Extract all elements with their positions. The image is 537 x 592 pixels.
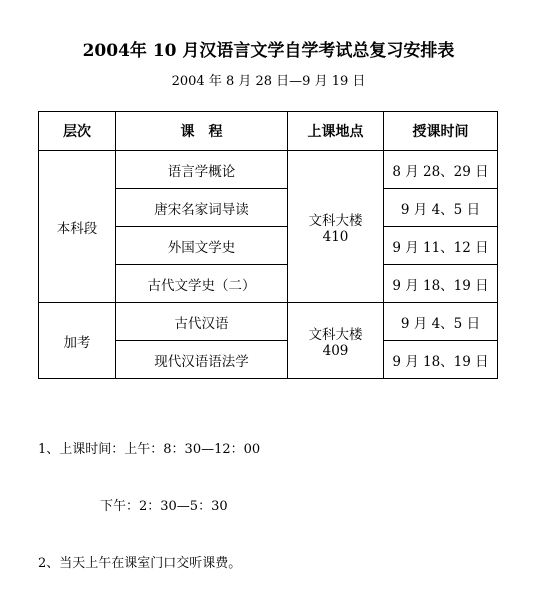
time-cell: 8 月 28、29 日 <box>384 151 498 189</box>
note-fee: 2、当天上午在课室门口交听课费。 <box>38 556 242 571</box>
header-level: 层次 <box>39 112 116 151</box>
note-class-time-afternoon: 下午：2：30—5：30 <box>38 499 228 514</box>
header-location: 上课地点 <box>288 112 384 151</box>
location-building: 文科大楼 <box>308 326 363 343</box>
time-cell: 9 月 4、5 日 <box>384 303 498 341</box>
table-row <box>39 151 498 189</box>
course-cell: 古代文学史（二） <box>116 265 288 303</box>
table-header-row <box>39 112 498 151</box>
course-cell: 外国文学史 <box>116 227 288 265</box>
course-cell: 现代汉语语法学 <box>116 341 288 379</box>
time-cell: 9 月 18、19 日 <box>384 265 498 303</box>
note-class-time-morning: 1、上课时间：上午：8：30—12：00 <box>38 442 261 457</box>
header-time: 授课时间 <box>384 112 498 151</box>
page-title: 2004年 10 月汉语言文学自学考试总复习安排表 <box>82 41 455 61</box>
location-building: 文科大楼 <box>308 212 363 229</box>
header-course: 课 程 <box>116 112 288 151</box>
table-row <box>39 303 498 341</box>
time-cell: 9 月 4、5 日 <box>384 189 498 227</box>
course-cell: 唐宋名家词导读 <box>116 189 288 227</box>
schedule-table <box>38 111 498 379</box>
location-room: 410 <box>322 228 349 245</box>
location-cell <box>288 303 384 379</box>
time-cell: 9 月 18、19 日 <box>384 341 498 379</box>
date-range: 2004 年 8 月 28 日—9 月 19 日 <box>171 74 366 89</box>
notes <box>38 402 260 592</box>
course-cell: 语言学概论 <box>116 151 288 189</box>
location-room: 409 <box>322 342 349 359</box>
course-cell: 古代汉语 <box>116 303 288 341</box>
time-cell: 9 月 11、12 日 <box>384 227 498 265</box>
level-cell: 加考 <box>39 303 116 379</box>
location-cell <box>288 151 384 303</box>
level-cell: 本科段 <box>39 151 116 303</box>
